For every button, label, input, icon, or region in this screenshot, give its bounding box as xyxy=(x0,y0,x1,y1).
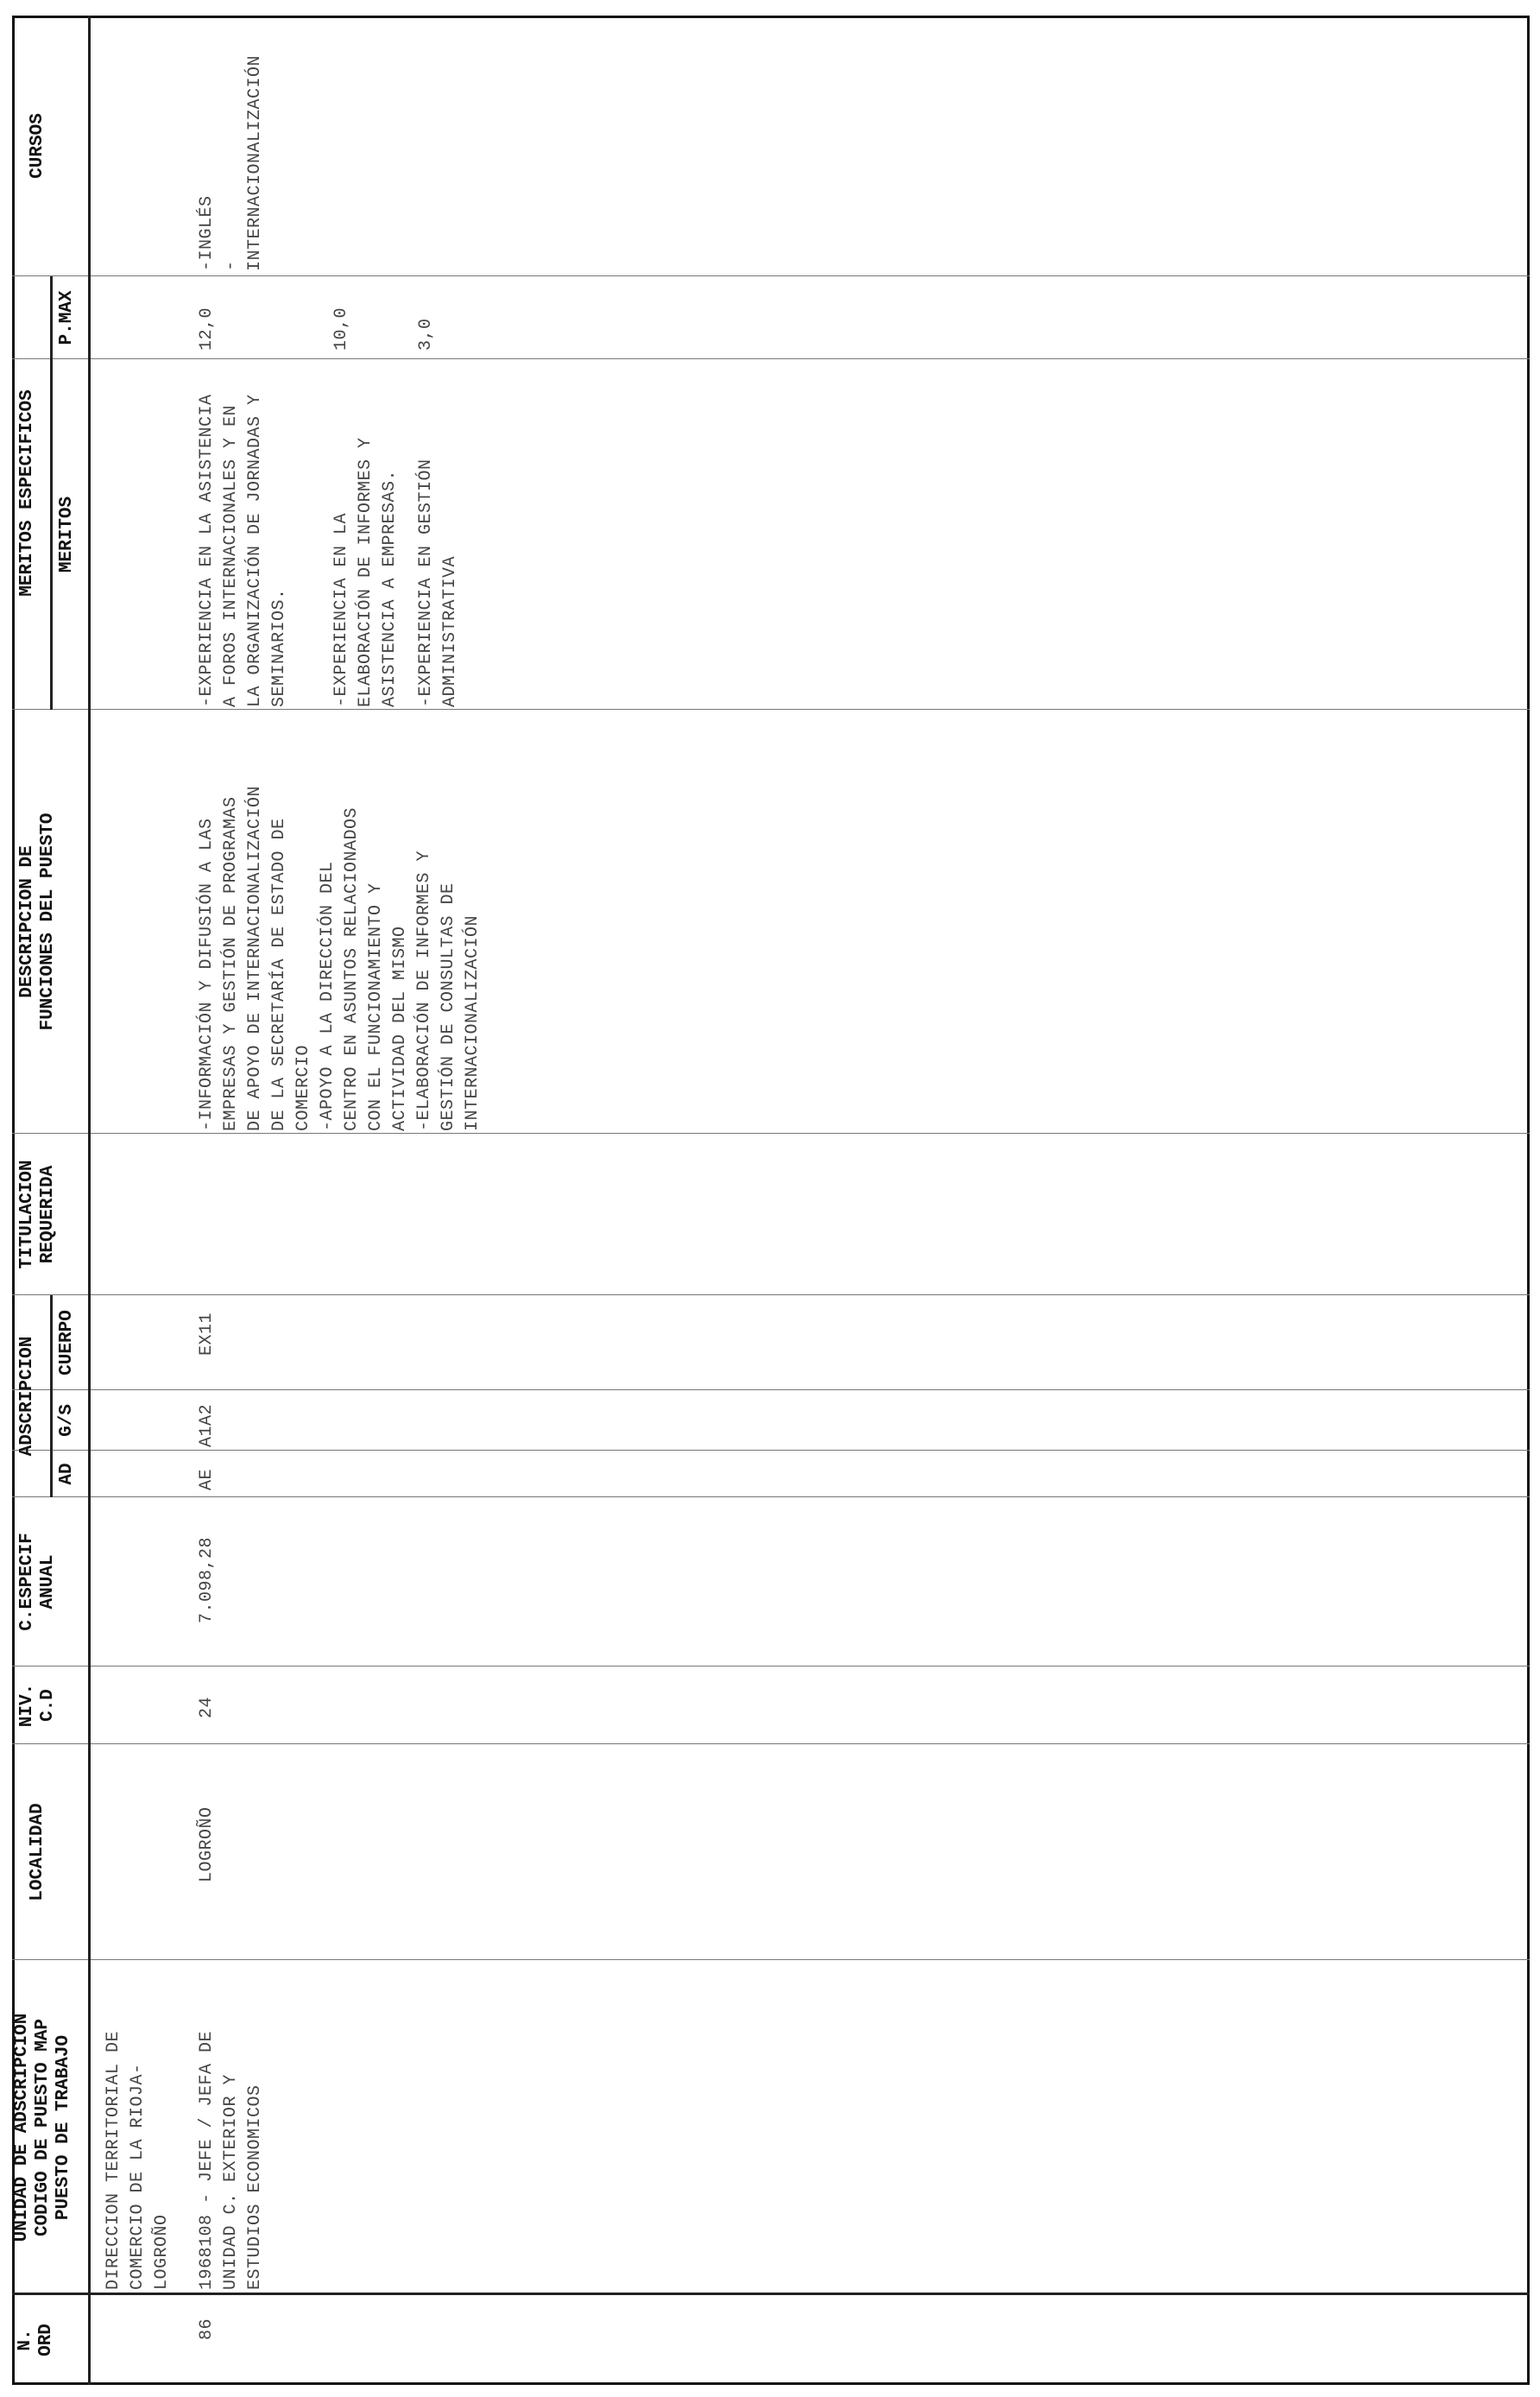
header-cuerpo: CUERPO xyxy=(57,1310,77,1376)
col-divider xyxy=(12,275,1530,276)
header-unidad: UNIDAD DE ADSCRIPCION CODIGO DE PUESTO MAP PUESTO DE TRABAJO xyxy=(12,2013,73,2242)
col-divider xyxy=(12,1294,1530,1295)
header-nivel: NIV. C.D xyxy=(17,1683,58,1728)
cuerpo-value: EX11 xyxy=(197,1312,217,1356)
n-ord-value: 86 xyxy=(197,2318,217,2340)
header-c-especif: C.ESPECIF ANUAL xyxy=(17,1533,58,1631)
header-meritos-especificos: MERITOS ESPECIFICOS xyxy=(17,389,37,597)
cursos-value: -INGLÉS - INTERNACIONALIZACIÓN xyxy=(197,54,265,271)
header-localidad: LOCALIDAD xyxy=(28,1803,47,1901)
gs-value: A1A2 xyxy=(197,1403,217,1447)
col-divider xyxy=(12,2293,1530,2295)
col-divider xyxy=(12,1959,1530,1960)
col-divider xyxy=(12,1496,1530,1497)
header-meritos: MERITOS xyxy=(57,496,77,573)
col-divider xyxy=(12,1743,1530,1744)
nivel-value: 24 xyxy=(197,1696,217,1718)
meritos-subrule xyxy=(50,276,53,710)
merito-1: -EXPERIENCIA EN LA ASISTENCIA A FOROS INTERNACIONALES Y EN LA ORGANIZACIÓN DE JORNADAS Y SEMINARIOS. xyxy=(197,394,289,707)
adscripcion-subrule xyxy=(50,1295,53,1497)
merito-2-pmax: 10,0 xyxy=(331,307,351,351)
col-divider xyxy=(12,1133,1530,1134)
merito-3: -EXPERIENCIA EN GESTIÓN ADMINISTRATIVA xyxy=(416,459,460,707)
header-pmax: P.MAX xyxy=(57,290,77,345)
header-bottom-rule xyxy=(88,16,91,2385)
descripcion-funciones: -INFORMACIÓN Y DIFUSIÓN A LAS EMPRESAS Y GESTIÓN DE PROGRAMAS DE APOYO DE INTERNACIONALIZACIÓN DE LA SECRETARÍA DE ESTADO DE COMERCIO -APOYO A LA DIRECCIÓN DEL CENTRO EN ASUNTOS RELACIONADOS CON EL FUNCIONAMIENTO Y ACTIVIDAD DEL MISMO -ELABORACIÓN DE INFORMES Y GESTIÓN DE CONSULTAS DE INTERNACIONALIZACIÓN xyxy=(197,785,483,1131)
ad-value: AE xyxy=(197,1468,217,1490)
col-divider xyxy=(12,358,1530,359)
merito-2: -EXPERIENCIA EN LA ELABORACIÓN DE INFORMES Y ASISTENCIA A EMPRESAS. xyxy=(331,437,400,707)
header-ad: AD xyxy=(57,1463,77,1485)
col-divider xyxy=(12,1666,1530,1667)
col-divider xyxy=(12,1450,1530,1451)
header-cursos: CURSOS xyxy=(28,113,47,179)
col-divider xyxy=(12,1389,1530,1390)
localidad-value: LOGROÑO xyxy=(197,1806,217,1882)
merito-1-pmax: 12,0 xyxy=(197,307,217,351)
unidad-adscripcion: DIRECCION TERRITORIAL DE COMERCIO DE LA RIOJA- LOGROÑO xyxy=(104,2030,172,2290)
header-descripcion: DESCRIPCION DE FUNCIONES DEL PUESTO xyxy=(17,813,58,1031)
puesto-trabajo: 1968108 - JEFE / JEFA DE UNIDAD C. EXTERIOR Y ESTUDIOS ECONOMICOS xyxy=(197,2030,265,2290)
merito-3-pmax: 3,0 xyxy=(416,318,436,351)
c-especif-value: 7.098,28 xyxy=(197,1536,217,1623)
header-gs: G/S xyxy=(57,1404,77,1437)
header-titulacion: TITULACION REQUERIDA xyxy=(17,1160,58,1269)
header-n-ord: N. ORD xyxy=(16,2324,56,2356)
header-adscripcion: ADSCRIPCION xyxy=(17,1336,37,1457)
